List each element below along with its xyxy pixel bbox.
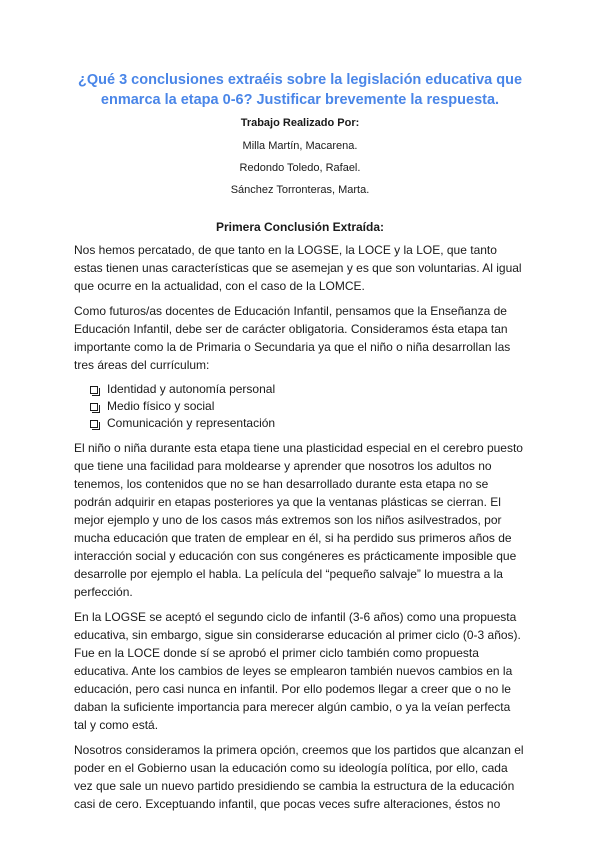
curriculum-areas-list: [74, 381, 526, 432]
document-title: ¿Qué 3 conclusiones extraéis sobre la legislación educativa que enmarca la etapa 0-6? Justificar brevemente la respuesta.: [77, 72, 523, 108]
author-name: Milla Martín, Macarena.: [242, 140, 358, 152]
list-item-label: Medio físico y social: [107, 399, 215, 413]
section-heading: Primera Conclusión Extraída:: [215, 220, 385, 234]
authors-heading: Trabajo Realizado Por:: [240, 117, 360, 129]
author-name: Redondo Toledo, Rafael.: [239, 162, 361, 174]
paragraph: El niño o niña durante esta etapa tiene una plasticidad especial en el cerebro puesto que tiene una facilidad para moldearse y aprender que nosotros los adultos no tenemos, los contenidos que no se han desarrollado durante esta etapa no se podrán adquirir en etapas posteriores ya que la ventanas plásticas se cierran. El mejor ejemplo y uno de los casos más extremos son los niños asilvestrados, por mucha educación que traten de emplear en él, si ha perdido sus primeros años de interacción social y educación con sus congéneres es prácticamente imposible que desarrolle por ejemplo el habla. La película del “pequeño salvaje” lo muestra a la perfección.: [74, 441, 523, 599]
paragraph: Como futuros/as docentes de Educación Infantil, pensamos que la Enseñanza de Educación Infantil, debe ser de carácter obligatoria. Consideramos ésta etapa tan importante como la de Primaria o Secundaria ya que el niño o niña desarrollan las tres áreas del currículum:: [74, 304, 511, 372]
checkbox-bullet-icon: [90, 420, 98, 428]
list-item: [90, 381, 526, 398]
author-name: Sánchez Torronteras, Marta.: [230, 184, 370, 196]
paragraph: En la LOGSE se aceptó el segundo ciclo de infantil (3-6 años) como una propuesta educativa, sin embargo, sigue sin considerarse educación al primer ciclo (0-3 años). Fue en la LOCE donde sí se aprobó el primer ciclo también como propuesta educativa. Ante los cambios de leyes se emplearon también nuevos cambios en la educación, pero casi nunca en infantil. Por ello podemos llegar a creer que o no le daban la suficiente importancia para merecer algún cambio, o ya la veían perfecta tal y como está.: [74, 610, 521, 732]
paragraph: Nosotros consideramos la primera opción, creemos que los partidos que alcanzan el poder en el Gobierno usan la educación como su ideología política, por ello, cada vez que sale un nuevo partido presidiendo se cambia la estructura de la educación casi de cero. Exceptuando infantil, que pocas veces sufre alteraciones, éstos no: [74, 743, 524, 811]
list-item: [90, 415, 526, 432]
list-item-label: Comunicación y representación: [107, 416, 276, 430]
list-item-label: Identidad y autonomía personal: [107, 382, 276, 396]
list-item: [90, 398, 526, 415]
checkbox-bullet-icon: [90, 403, 98, 411]
checkbox-bullet-icon: [90, 386, 98, 394]
paragraph: Nos hemos percatado, de que tanto en la LOGSE, la LOCE y la LOE, que tanto estas tienen unas características que se asemejan y es que son voluntarias. Al igual que ocurre en la actualidad, con el caso de la LOMCE.: [74, 243, 522, 293]
